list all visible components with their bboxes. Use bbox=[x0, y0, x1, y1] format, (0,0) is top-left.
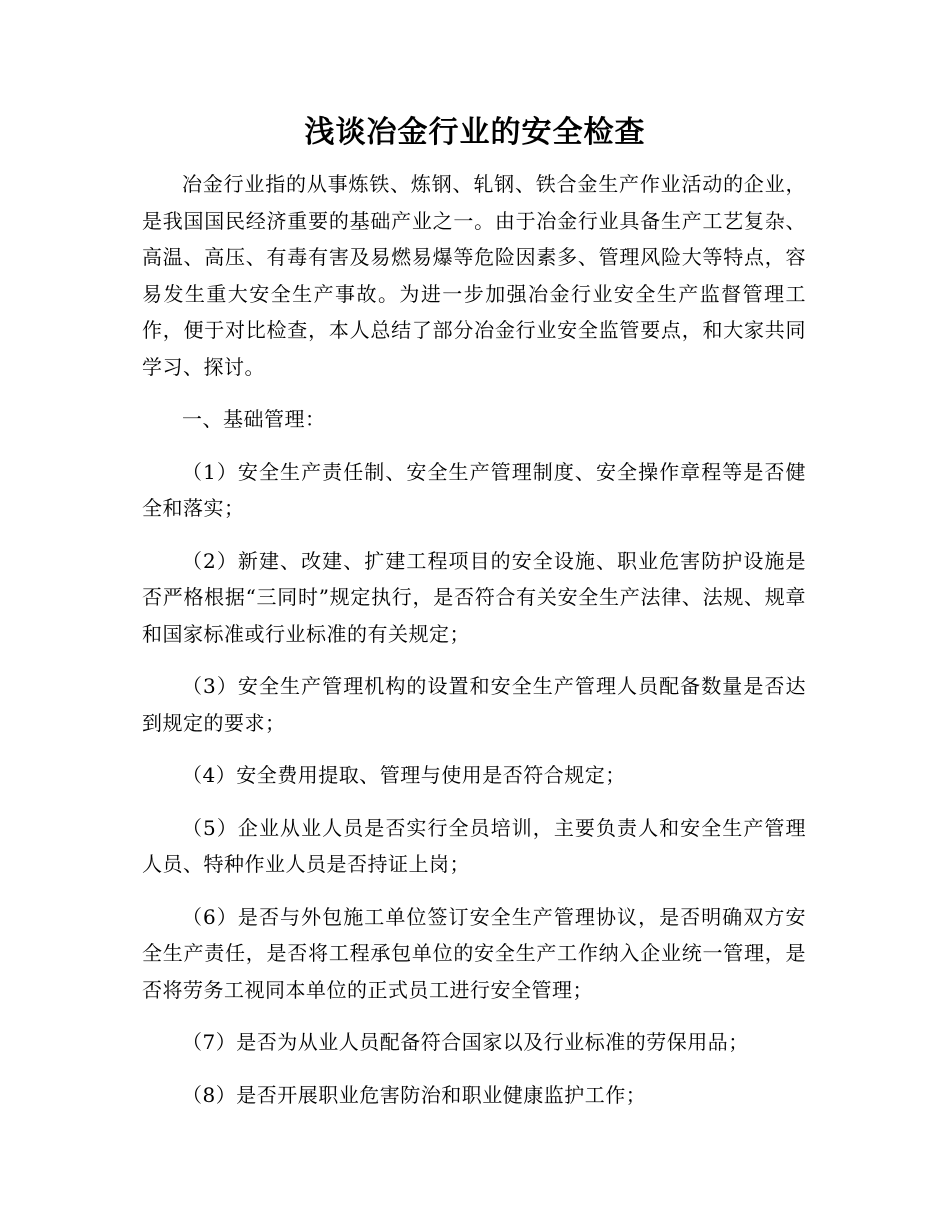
list-item: （4）安全费用提取、管理与使用是否符合规定； bbox=[182, 763, 626, 787]
section-heading-basic-management: 一、基础管理： bbox=[182, 407, 326, 431]
list-item: （3）安全生产管理机构的设置和安全生产管理人员配备数量是否达到规定的要求； bbox=[142, 674, 806, 735]
list-item: （6）是否与外包施工单位签订安全生产管理协议，是否明确双方安全生产责任，是否将工程承包单位的安全生产工作纳入企业统一管理，是否将劳务工视同本单位的正式员工进行安全管理； bbox=[142, 904, 806, 1002]
list-item: （2）新建、改建、扩建工程项目的安全设施、职业危害防护设施是否严格根据“三同时”规定执行，是否符合有关安全生产法律、法规、规章和国家标准或行业标准的有关规定； bbox=[142, 548, 806, 646]
list-item: （8）是否开展职业危害防治和职业健康监护工作； bbox=[182, 1082, 647, 1107]
document-title: 浅谈冶金行业的安全检查 bbox=[304, 115, 646, 150]
list-item: （1）安全生产责任制、安全生产管理制度、安全操作章程等是否健全和落实； bbox=[142, 459, 806, 520]
list-item: （7）是否为从业人员配备符合国家以及行业标准的劳保用品； bbox=[182, 1030, 749, 1054]
document-body bbox=[142, 166, 806, 1113]
list-item: （5）企业从业人员是否实行全员培训，主要负责人和安全生产管理人员、特种作业人员是否持证上岗； bbox=[142, 815, 806, 876]
intro-paragraph: 冶金行业指的从事炼铁、炼钢、轧钢、铁合金生产作业活动的企业，是我国国民经济重要的基础产业之一。由于冶金行业具备生产工艺复杂、高温、高压、有毒有害及易燃易爆等危险因素多、管理风险大等特点，容易发生重大安全生产事故。为进一步加强冶金行业安全生产监督管理工作，便于对比检查，本人总结了部分冶金行业安全监管要点，和大家共同学习、探讨。 bbox=[142, 172, 806, 379]
